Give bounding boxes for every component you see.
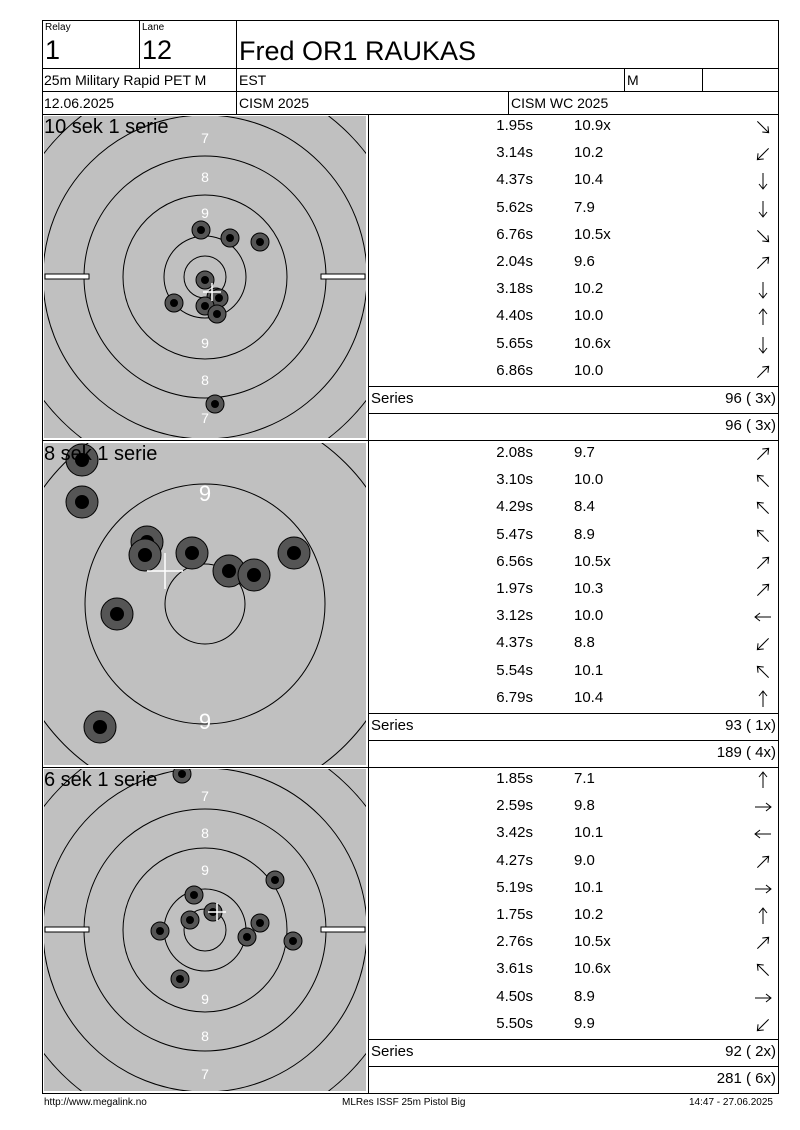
series-title: 6 sek 1 serie <box>44 769 158 791</box>
direction-arrow-icon <box>752 688 774 710</box>
shot-row <box>368 223 779 250</box>
shot-score: 9.6 <box>574 253 595 270</box>
shot-score: 10.0 <box>574 471 604 489</box>
shot-center <box>178 770 186 778</box>
shot-center <box>287 546 301 560</box>
series-label: Series <box>371 1043 414 1060</box>
direction-arrow-icon <box>752 905 774 927</box>
shot-center <box>93 720 107 734</box>
shot-row <box>368 686 779 713</box>
shot-score: 10.6x <box>574 960 611 978</box>
direction-arrow-icon <box>752 279 774 301</box>
shot-center <box>197 226 205 234</box>
shot-time: 5.47s <box>496 525 533 543</box>
shot-row <box>368 930 779 957</box>
nation: EST <box>239 72 267 88</box>
direction-arrow-icon <box>752 361 774 383</box>
shot-center <box>176 975 184 983</box>
direction-arrow-icon <box>752 170 774 192</box>
gender: M <box>627 72 639 88</box>
shot-center <box>213 310 221 318</box>
shot-center <box>201 302 209 310</box>
divider <box>624 68 625 92</box>
series-total-row <box>368 713 779 741</box>
footer-software: MLRes ISSF 25m Pistol Big <box>342 1097 466 1108</box>
shot-time: 4.50s <box>496 987 533 1005</box>
shot-time: 1.85s <box>496 770 533 787</box>
competition-name: CISM 2025 <box>239 95 310 111</box>
footer-url: http://www.megalink.no <box>44 1097 147 1108</box>
shot-time: 3.42s <box>496 824 533 842</box>
shot-row <box>368 196 779 223</box>
series-title: 8 sek 1 serie <box>44 443 158 465</box>
target-diagram <box>44 443 366 765</box>
series-label: Series <box>371 390 414 407</box>
aim-bar <box>45 274 89 279</box>
ring-number: 7 <box>201 130 209 146</box>
shot-row <box>368 767 779 794</box>
shot-center <box>271 876 279 884</box>
lane-number: 12 <box>142 35 173 65</box>
shot-row <box>368 903 779 930</box>
shot-time: 4.27s <box>496 851 533 869</box>
shot-time: 1.95s <box>496 117 533 134</box>
shot-time: 2.76s <box>496 933 533 951</box>
direction-arrow-icon <box>752 932 774 954</box>
shot-center <box>138 548 152 562</box>
shot-score: 8.9 <box>574 525 595 543</box>
series-total: 96 ( 3x) <box>725 390 776 407</box>
shot-time: 2.04s <box>496 253 533 270</box>
divider <box>508 91 509 115</box>
shot-row <box>368 631 779 658</box>
shot-time: 5.50s <box>496 1014 533 1032</box>
direction-arrow-icon <box>752 606 774 628</box>
ring-number: 7 <box>201 410 209 426</box>
shot-row <box>368 168 779 195</box>
shot-row <box>368 441 779 468</box>
aim-bar <box>321 274 365 279</box>
shot-time: 4.40s <box>496 307 533 325</box>
shot-score: 10.0 <box>574 607 604 625</box>
shot-score: 8.4 <box>574 498 595 516</box>
shot-time: 1.75s <box>496 906 533 923</box>
direction-arrow-icon <box>752 959 774 981</box>
shot-time: 1.97s <box>496 580 533 597</box>
shot-time: 5.19s <box>496 878 533 896</box>
ring-number: 8 <box>201 169 209 185</box>
shot-row <box>368 277 779 304</box>
shot-center <box>211 400 219 408</box>
shot-row <box>368 468 779 495</box>
shot-score: 9.9 <box>574 1014 595 1032</box>
shot-row <box>368 332 779 359</box>
shot-center <box>289 937 297 945</box>
direction-arrow-icon <box>752 579 774 601</box>
series-total: 93 ( 1x) <box>725 717 776 734</box>
shot-center <box>186 916 194 924</box>
shot-score: 9.0 <box>574 851 595 869</box>
shot-center <box>226 234 234 242</box>
divider <box>42 91 779 92</box>
shot-center <box>256 238 264 246</box>
shot-time: 5.54s <box>496 661 533 679</box>
series-title: 10 sek 1 serie <box>44 116 169 138</box>
shot-score: 9.7 <box>574 444 595 461</box>
shot-score: 10.1 <box>574 878 604 896</box>
divider <box>139 20 140 69</box>
ring-number: 9 <box>198 709 212 734</box>
direction-arrow-icon <box>752 661 774 683</box>
shot-center <box>215 294 223 302</box>
shot-time: 3.18s <box>496 280 533 298</box>
shot-row <box>368 849 779 876</box>
shot-row <box>368 821 779 848</box>
relay-number: 1 <box>45 35 61 65</box>
target-svg <box>44 116 366 438</box>
ring-number: 9 <box>201 335 209 351</box>
divider <box>42 68 779 69</box>
target-svg <box>44 769 366 1091</box>
ring-number: 9 <box>201 991 209 1007</box>
shot-time: 4.37s <box>496 634 533 652</box>
direction-arrow-icon <box>752 851 774 873</box>
shot-row <box>368 141 779 168</box>
shot-row <box>368 577 779 604</box>
shot-row <box>368 550 779 577</box>
shot-time: 3.10s <box>496 471 533 489</box>
direction-arrow-icon <box>752 252 774 274</box>
shot-time: 4.29s <box>496 498 533 516</box>
shot-center <box>170 299 178 307</box>
shot-center <box>247 568 261 582</box>
ring-number: 7 <box>201 788 209 804</box>
shot-score: 10.4 <box>574 688 604 706</box>
shot-time: 6.79s <box>496 688 533 706</box>
shot-time: 2.08s <box>496 444 533 461</box>
shot-center <box>110 607 124 621</box>
shot-score: 10.6x <box>574 334 611 352</box>
series-total-row <box>368 386 779 414</box>
direction-arrow-icon <box>752 796 774 818</box>
shot-time: 6.76s <box>496 225 533 243</box>
shot-time: 3.61s <box>496 960 533 978</box>
direction-arrow-icon <box>752 225 774 247</box>
running-total: 189 ( 4x) <box>716 744 776 761</box>
shot-row <box>368 250 779 277</box>
shot-row <box>368 794 779 821</box>
shot-center <box>185 546 199 560</box>
shot-score: 10.5x <box>574 225 611 243</box>
shot-center <box>222 564 236 578</box>
shot-score: 10.2 <box>574 906 604 923</box>
shot-time: 3.12s <box>496 607 533 625</box>
running-total: 281 ( 6x) <box>716 1070 776 1087</box>
direction-arrow-icon <box>752 116 774 138</box>
direction-arrow-icon <box>752 987 774 1009</box>
shot-score: 10.1 <box>574 661 604 679</box>
direction-arrow-icon <box>752 823 774 845</box>
ring-number: 8 <box>201 825 209 841</box>
series-total-row <box>368 1039 779 1067</box>
shot-row <box>368 359 779 386</box>
direction-arrow-icon <box>752 633 774 655</box>
direction-arrow-icon <box>752 470 774 492</box>
shot-score: 10.2 <box>574 280 604 298</box>
target-diagram <box>44 116 366 438</box>
shot-row <box>368 604 779 631</box>
target-ring <box>164 889 246 971</box>
shot-score: 7.9 <box>574 198 595 216</box>
running-total-row <box>368 740 779 768</box>
shot-center <box>243 933 251 941</box>
direction-arrow-icon <box>752 306 774 328</box>
shot-row <box>368 495 779 522</box>
shot-row <box>368 957 779 984</box>
direction-arrow-icon <box>752 878 774 900</box>
shot-score: 10.5x <box>574 552 611 570</box>
shot-score: 8.9 <box>574 987 595 1005</box>
direction-arrow-icon <box>752 769 774 791</box>
shot-score: 10.2 <box>574 144 604 162</box>
shot-time: 5.65s <box>496 334 533 352</box>
lane-label: Lane <box>142 22 165 33</box>
shot-score: 10.9x <box>574 117 611 134</box>
shot-row <box>368 1012 779 1039</box>
ring-number: 9 <box>198 481 212 506</box>
shot-row <box>368 114 779 141</box>
shot-score: 10.0 <box>574 361 604 379</box>
direction-arrow-icon <box>752 143 774 165</box>
match-name: CISM WC 2025 <box>511 95 609 111</box>
shot-center <box>256 919 264 927</box>
shot-score: 10.1 <box>574 824 604 842</box>
divider <box>236 20 237 115</box>
shot-time: 6.86s <box>496 361 533 379</box>
target-ring <box>84 809 326 1051</box>
aim-bar <box>321 927 365 932</box>
direction-arrow-icon <box>752 334 774 356</box>
shot-center <box>75 495 89 509</box>
target-svg <box>44 443 366 765</box>
target-diagram <box>44 769 366 1091</box>
direction-arrow-icon <box>752 198 774 220</box>
shot-score: 10.3 <box>574 580 604 597</box>
shot-time: 3.14s <box>496 144 533 162</box>
shots-table <box>368 114 779 440</box>
aim-bar <box>45 927 89 932</box>
shot-score: 8.8 <box>574 634 595 652</box>
ring-number: 9 <box>201 205 209 221</box>
shot-row <box>368 659 779 686</box>
event-name: 25m Military Rapid PET M <box>44 72 207 88</box>
direction-arrow-icon <box>752 497 774 519</box>
series-total: 92 ( 2x) <box>725 1043 776 1060</box>
shot-center <box>190 891 198 899</box>
shots-table <box>368 767 779 1093</box>
running-total-row <box>368 413 779 441</box>
ring-number: 8 <box>201 1028 209 1044</box>
direction-arrow-icon <box>752 443 774 465</box>
shooter-name: Fred OR1 RAUKAS <box>239 36 477 66</box>
ring-number: 7 <box>201 1066 209 1082</box>
shot-row <box>368 523 779 550</box>
shot-row <box>368 876 779 903</box>
shot-score: 9.8 <box>574 797 595 815</box>
shots-table <box>368 441 779 767</box>
running-total: 96 ( 3x) <box>725 417 776 434</box>
shot-score: 10.5x <box>574 933 611 951</box>
footer-timestamp: 14:47 - 27.06.2025 <box>689 1097 773 1108</box>
shot-row <box>368 985 779 1012</box>
shot-time: 4.37s <box>496 171 533 189</box>
shot-center <box>201 276 209 284</box>
relay-label: Relay <box>45 22 71 33</box>
shot-center <box>156 927 164 935</box>
series-label: Series <box>371 717 414 734</box>
shot-score: 10.4 <box>574 171 604 189</box>
shot-time: 5.62s <box>496 198 533 216</box>
shot-score: 10.0 <box>574 307 604 325</box>
ring-number: 8 <box>201 372 209 388</box>
divider <box>702 68 703 92</box>
running-total-row <box>368 1066 779 1094</box>
shot-row <box>368 304 779 331</box>
direction-arrow-icon <box>752 1014 774 1036</box>
direction-arrow-icon <box>752 552 774 574</box>
match-date: 12.06.2025 <box>44 95 115 111</box>
shot-time: 6.56s <box>496 552 533 570</box>
shot-score: 7.1 <box>574 770 595 787</box>
ring-number: 9 <box>201 862 209 878</box>
shot-time: 2.59s <box>496 797 533 815</box>
direction-arrow-icon <box>752 525 774 547</box>
